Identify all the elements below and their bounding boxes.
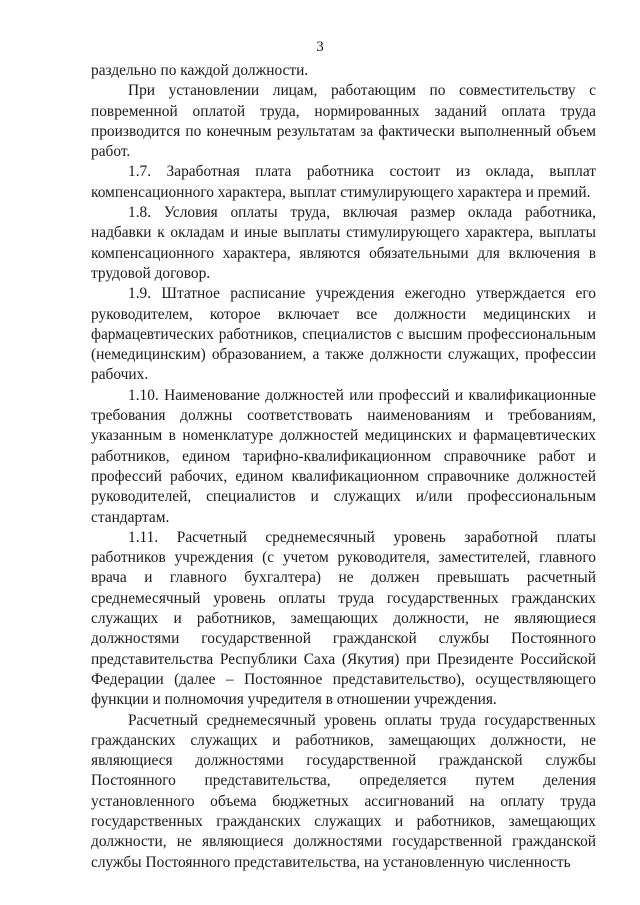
paragraph-1-10: 1.10. Наименование должностей или профессий и квалификационные требования должны соответствовать наименованиям и требованиям, указанным в номенклатуре должностей медицинских и фармацевтических работников, едином тарифно-квалификационном справочнике работ и профессий рабочих, едином квалификационном справочнике должностей руководителей, специалистов и служащих и/или профессиональным стандартам. — [91, 386, 596, 526]
paragraph-1-9: 1.9. Штатное расписание учреждения ежегодно утверждается его руководителем, которое включает все должности медицинских и фармацевтических работников, специалистов с высшим профессиональным (немедицинским) образованием, а также должности служащих, профессии рабочих. — [91, 285, 596, 384]
paragraph-1-11: 1.11. Расчетный среднемесячный уровень заработной платы работников учреждения (с учетом руководителя, заместителей, главного врача и главного бухгалтера) не должен превышать расчетный среднемесячный уровень оплаты труда государственных гражданских служащих и работников, замещающих должности, не являющиеся должностями государственной гражданской службы Постоянного представительства Республики Саха (Якутия) при Президенте Российской Федерации (далее – Постоянное представительство), осуществляющего функции и полномочия учредителя в отношении учреждения. — [91, 528, 596, 709]
paragraph-1-7: 1.7. Заработная плата работника состоит из оклада, выплат компенсационного характера, выплат стимулирующего характера и премий. — [91, 163, 596, 201]
paragraph-1-8: 1.8. Условия оплаты труда, включая размер оклада работника, надбавки к окладам и иные выплаты стимулирующего характера, выплаты компенсационного характера, являются обязательными для включения в трудовой договор. — [91, 204, 596, 282]
document-body — [91, 61, 596, 873]
paragraph-continuation: раздельно по каждой должности. — [91, 62, 309, 79]
paragraph-calculated-level: Расчетный среднемесячный уровень оплаты труда государственных гражданских служащих и работников, замещающих должности, не являющиеся должностями государственной гражданской службы Постоянного представительства, определяется путем деления установленного объема бюджетных ассигнований на оплату труда государственных гражданских служащих и работников, замещающих должности, не являющиеся должностями государственной гражданской службы Постоянного представительства, на установленную численность — [91, 711, 596, 871]
paragraph-part-time: При установлении лицам, работающим по совместительству с повременной оплатой труда, нормированных заданий оплата труда производится по конечным результатам за фактически выполненный объем работ. — [91, 82, 596, 161]
page-number: 3 — [316, 39, 324, 55]
